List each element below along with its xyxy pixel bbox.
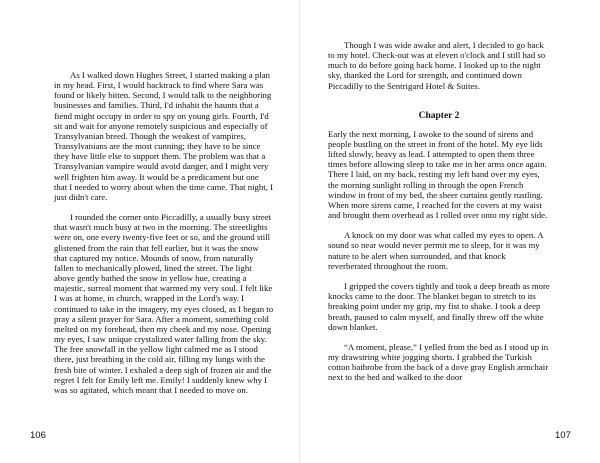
right-page-text bbox=[328, 40, 550, 383]
paragraph: Early the next morning, I awoke to the sound of sirens and people bustling on the street in front of the hotel. My eye lids lifted slowly, heavy as lead. I attempted to open them three times before allowing sleep to take me in her arms once again. There I laid, on my back, resting my left hand over my eyes, the morning sunlight rolling in through the open French window in front of my bed, the sheer curtains gently rustling. When more sirens came, I reached for the covers at my waist and brought them overhead as I rolled over onto my right side. bbox=[328, 128, 548, 221]
left-page-text bbox=[54, 70, 274, 395]
paragraph: As I walked down Hughes Street, I started making a plan in my head. First, I would backtrack to find where Sara was found or likely bitten. Second, I would talk to the neighboring businesses and families. Third, I'd inhabit the haunts that a fiend might occupy in order to spy on young girls. Fourth, I'd sit and wait for anyone remotely suspicious and especially of Transylvanian breed. Though the weakest of vampires, Transylvanians are the most cunning; they have to be since they have little else to support them. The problem was that a Transylvanian vampire would avoid danger, and I might very well frighten him away. It would be a predicament but one that I needed to worry about when the time came. That night, I just didn't care. bbox=[54, 70, 274, 202]
page-number-right: 107 bbox=[555, 430, 571, 441]
chapter-title: Chapter 2 bbox=[418, 110, 460, 121]
paragraph: “A moment, please,” I yelled from the bed as I stood up in my drawstring white jogging shorts. I grabbed the Turkish cotton bathrobe from the back of a dove gray English armchair next to the bed and walked to the door bbox=[328, 342, 549, 383]
paragraph: Though I was wide awake and alert, I decided to go back to my hotel. Check-out was at eleven o'clock and I still had so much to do before going back home. I looked up to the night sky, thanked the Lord for strength, and continued down Piccadilly to the Sentrigard Hotel & Suites. bbox=[328, 40, 546, 91]
paragraph: I rounded the corner onto Piccadilly, a usually busy street that wasn't much busy at two in the morning. The streetlights were on, one every twenty-five feet or so, and the ground still glistened from the rain that fell earlier, but it was the snow that captured my notice. Mounds of snow, from naturally fallen to mechanically plowed, lined the street. The light above gently bathed the snow in yellow hue, creating a majestic, surreal moment that warmed my very soul. I felt like I was at home, in church, wrapped in the Lord's way. I continued to take in the imagery, my eyes closed, as I began to pray a silent prayer for Sara. After a moment, something cold melted on my forehead, then my cheek and my nose. Opening my eyes, I saw unique crystalized water falling from the sky. The free snowfall in the yellow light calmed me as I stood there, just breathing in the cold air, filling my lungs with the fresh bite of winter. I exhaled a deep sigh of frozen air and the regret I felt for Emily left me. Emily! I suddenly knew why I was so agitated, which meant that I needed to move on. bbox=[54, 212, 274, 395]
right-page bbox=[300, 0, 600, 463]
paragraph: I gripped the covers tightly and took a deep breath as more knocks came to the door. The blanket began to stretch to its breaking point under my grip, my fist to shake. I took a deep breath, paused to calm myself, and finally threw off the white down blanket. bbox=[328, 281, 550, 332]
page-number-left: 106 bbox=[30, 430, 46, 441]
paragraph: A knock on my door was what called my eyes to open. A sound so near would never permit me to sleep, for it was my nature to be alert when surrounded, and that knock reverberated throughout the room. bbox=[328, 230, 544, 271]
